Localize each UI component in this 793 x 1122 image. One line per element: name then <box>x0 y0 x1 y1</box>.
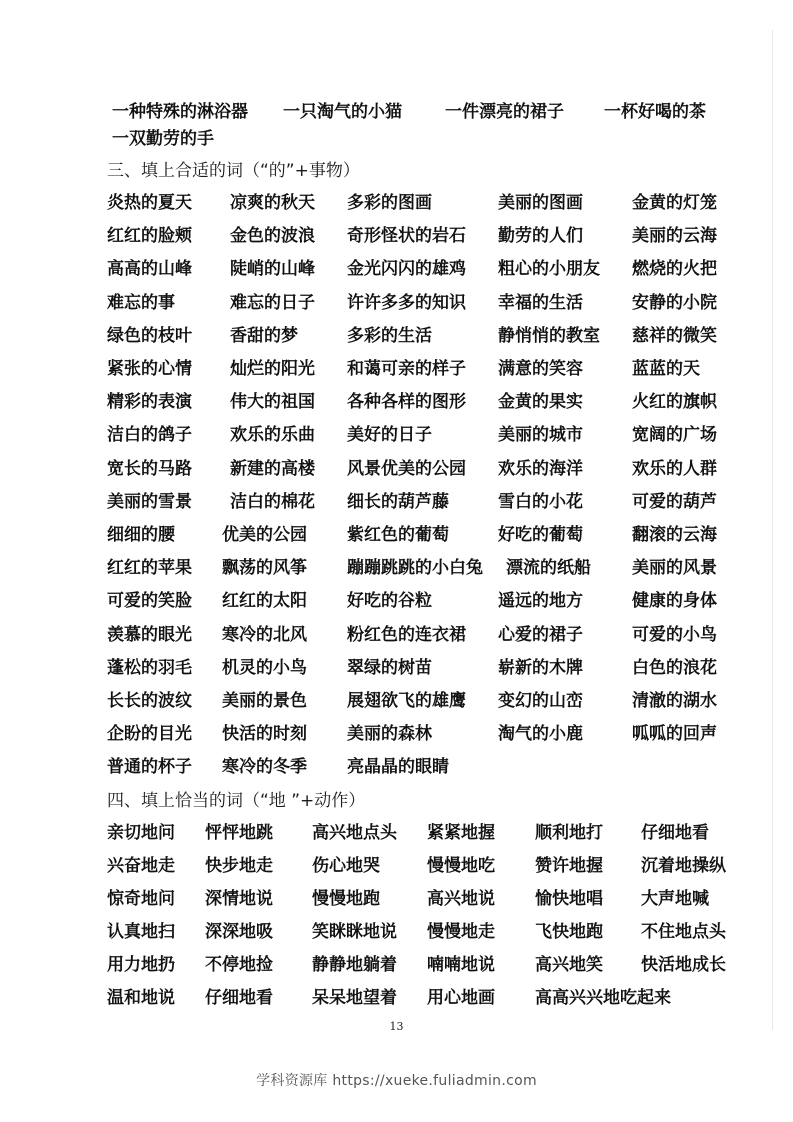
phrase: 紫红色的葡萄 <box>347 525 449 545</box>
phrase: 风景优美的公园 <box>347 459 466 479</box>
phrase: 金色的波浪 <box>230 226 315 246</box>
phrase: 一只淘气的小猫 <box>283 102 402 122</box>
phrase: 精彩的表演 <box>107 392 192 412</box>
phrase: 蓬松的羽毛 <box>107 658 192 678</box>
phrase: 红红的脸颊 <box>107 226 192 246</box>
phrase: 翠绿的树苗 <box>347 658 432 678</box>
phrase: 崭新的木牌 <box>498 658 583 678</box>
phrase: 一杯好喝的茶 <box>604 102 706 122</box>
phrase: 美丽的云海 <box>632 226 717 246</box>
phrase: 好吃的谷粒 <box>347 591 432 611</box>
phrase: 怦怦地跳 <box>205 823 273 843</box>
phrase: 紧张的心情 <box>107 359 192 379</box>
phrase: 快步地走 <box>205 856 273 876</box>
phrase: 笑眯眯地说 <box>312 922 397 942</box>
phrase: 长长的波纹 <box>107 691 192 711</box>
phrase: 仔细地看 <box>205 988 273 1008</box>
phrase: 一件漂亮的裙子 <box>445 102 564 122</box>
phrase: 可爱的笑脸 <box>107 591 192 611</box>
phrase: 寒冷的冬季 <box>222 757 307 777</box>
phrase: 幸福的生活 <box>498 293 583 313</box>
phrase: 机灵的小鸟 <box>222 658 307 678</box>
phrase: 难忘的日子 <box>230 293 315 313</box>
phrase: 许许多多的知识 <box>347 293 466 313</box>
phrase: 香甜的梦 <box>230 326 298 346</box>
phrase: 慈祥的微笑 <box>632 326 717 346</box>
phrase: 快活的时刻 <box>222 724 307 744</box>
phrase: 静悄悄的教室 <box>498 326 600 346</box>
phrase: 认真地扫 <box>107 922 175 942</box>
phrase: 深情地说 <box>205 889 273 909</box>
phrase: 美丽的雪景 <box>107 492 192 512</box>
phrase: 细长的葫芦藤 <box>347 492 449 512</box>
phrase: 慢慢地走 <box>427 922 495 942</box>
phrase: 大声地喊 <box>641 889 709 909</box>
phrase: 洁白的棉花 <box>230 492 315 512</box>
phrase: 满意的笑容 <box>498 359 583 379</box>
phrase: 粗心的小朋友 <box>498 259 600 279</box>
phrase: 沉着地操纵 <box>641 856 726 876</box>
phrase: 用力地扔 <box>107 955 175 975</box>
phrase: 多彩的生活 <box>347 326 432 346</box>
phrase: 翻滚的云海 <box>632 525 717 545</box>
phrase: 健康的身体 <box>632 591 717 611</box>
phrase: 遥远的地方 <box>498 591 583 611</box>
phrase: 勤劳的人们 <box>498 226 583 246</box>
phrase: 兴奋地走 <box>107 856 175 876</box>
phrase: 美丽的景色 <box>222 691 307 711</box>
phrase: 洁白的鸽子 <box>107 425 192 445</box>
phrase: 美丽的城市 <box>498 425 583 445</box>
phrase: 高兴地点头 <box>312 823 397 843</box>
phrase: 安静的小院 <box>632 293 717 313</box>
phrase: 粉红色的连衣裙 <box>347 625 466 645</box>
phrase: 蹦蹦跳跳的小白兔 <box>347 558 483 578</box>
phrase: 金黄的灯笼 <box>632 193 717 213</box>
phrase: 蓝蓝的天 <box>632 359 700 379</box>
phrase: 金光闪闪的雄鸡 <box>347 259 466 279</box>
page-edge <box>772 30 773 1030</box>
phrase: 静静地躺着 <box>312 955 397 975</box>
phrase: 奇形怪状的岩石 <box>347 226 466 246</box>
phrase: 展翅欲飞的雄鹰 <box>347 691 466 711</box>
phrase: 淘气的小鹿 <box>498 724 583 744</box>
phrase: 陡峭的山峰 <box>230 259 315 279</box>
page-number: 13 <box>389 1020 404 1033</box>
phrase: 亮晶晶的眼睛 <box>347 757 449 777</box>
phrase: 高兴地笑 <box>535 955 603 975</box>
phrase: 一种特殊的淋浴器 <box>112 102 248 122</box>
phrase: 紧紧地握 <box>427 823 495 843</box>
phrase: 美好的日子 <box>347 425 432 445</box>
phrase: 绿色的枝叶 <box>107 326 192 346</box>
phrase: 欢乐的乐曲 <box>230 425 315 445</box>
phrase: 喃喃地说 <box>427 955 495 975</box>
phrase: 飘荡的风筝 <box>222 558 307 578</box>
phrase: 难忘的事 <box>107 293 175 313</box>
phrase: 好吃的葡萄 <box>498 525 583 545</box>
phrase: 燃烧的火把 <box>632 259 717 279</box>
phrase: 炎热的夏天 <box>107 193 192 213</box>
phrase: 顺利地打 <box>535 823 603 843</box>
phrase: 仔细地看 <box>641 823 709 843</box>
phrase: 宽长的马路 <box>107 459 192 479</box>
phrase: 高高的山峰 <box>107 259 192 279</box>
phrase: 红红的太阳 <box>222 591 307 611</box>
phrase: 不停地捡 <box>205 955 273 975</box>
phrase: 优美的公园 <box>222 525 307 545</box>
phrase: 慢慢地跑 <box>312 889 380 909</box>
phrase: 宽阔的广场 <box>632 425 717 445</box>
phrase: 不住地点头 <box>641 922 726 942</box>
phrase: 慢慢地吃 <box>427 856 495 876</box>
section-4-heading: 四、填上恰当的词（“地 ”+动作） <box>107 791 366 811</box>
phrase: 灿烂的阳光 <box>230 359 315 379</box>
phrase: 赞许地握 <box>535 856 603 876</box>
phrase: 高高兴兴地吃起来 <box>535 988 671 1008</box>
phrase: 多彩的图画 <box>347 193 432 213</box>
phrase: 心爱的裙子 <box>498 625 583 645</box>
phrase: 高兴地说 <box>427 889 495 909</box>
phrase: 一双勤劳的手 <box>112 129 214 149</box>
phrase: 企盼的目光 <box>107 724 192 744</box>
phrase: 白色的浪花 <box>632 658 717 678</box>
phrase: 美丽的图画 <box>498 193 583 213</box>
phrase: 呆呆地望着 <box>312 988 397 1008</box>
phrase: 雪白的小花 <box>498 492 583 512</box>
phrase: 凉爽的秋天 <box>230 193 315 213</box>
phrase: 欢乐的海洋 <box>498 459 583 479</box>
phrase: 新建的高楼 <box>230 459 315 479</box>
section-3-heading: 三、填上合适的词（“的”+事物） <box>107 161 360 181</box>
phrase: 愉快地唱 <box>535 889 603 909</box>
phrase: 细细的腰 <box>107 525 175 545</box>
phrase: 清澈的湖水 <box>632 691 717 711</box>
footer-watermark: 学科资源库 https://xueke.fuliadmin.com <box>256 1073 537 1089</box>
phrase: 飞快地跑 <box>535 922 603 942</box>
phrase: 呱呱的回声 <box>632 724 717 744</box>
phrase: 红红的苹果 <box>107 558 192 578</box>
phrase: 寒冷的北风 <box>222 625 307 645</box>
phrase: 快活地成长 <box>641 955 726 975</box>
phrase: 金黄的果实 <box>498 392 583 412</box>
phrase: 和蔼可亲的样子 <box>347 359 466 379</box>
phrase: 普通的杯子 <box>107 757 192 777</box>
phrase: 火红的旗帜 <box>632 392 717 412</box>
phrase: 伤心地哭 <box>312 856 380 876</box>
phrase: 变幻的山峦 <box>498 691 583 711</box>
phrase: 伟大的祖国 <box>230 392 315 412</box>
phrase: 可爱的葫芦 <box>632 492 717 512</box>
phrase: 美丽的风景 <box>632 558 717 578</box>
phrase: 漂流的纸船 <box>506 558 591 578</box>
phrase: 深深地吸 <box>205 922 273 942</box>
phrase: 温和地说 <box>107 988 175 1008</box>
phrase: 羡慕的眼光 <box>107 625 192 645</box>
phrase: 可爱的小鸟 <box>632 625 717 645</box>
phrase: 欢乐的人群 <box>632 459 717 479</box>
phrase: 惊奇地问 <box>107 889 175 909</box>
phrase: 亲切地问 <box>107 823 175 843</box>
phrase: 用心地画 <box>427 988 495 1008</box>
phrase: 各种各样的图形 <box>347 392 466 412</box>
phrase: 美丽的森林 <box>347 724 432 744</box>
